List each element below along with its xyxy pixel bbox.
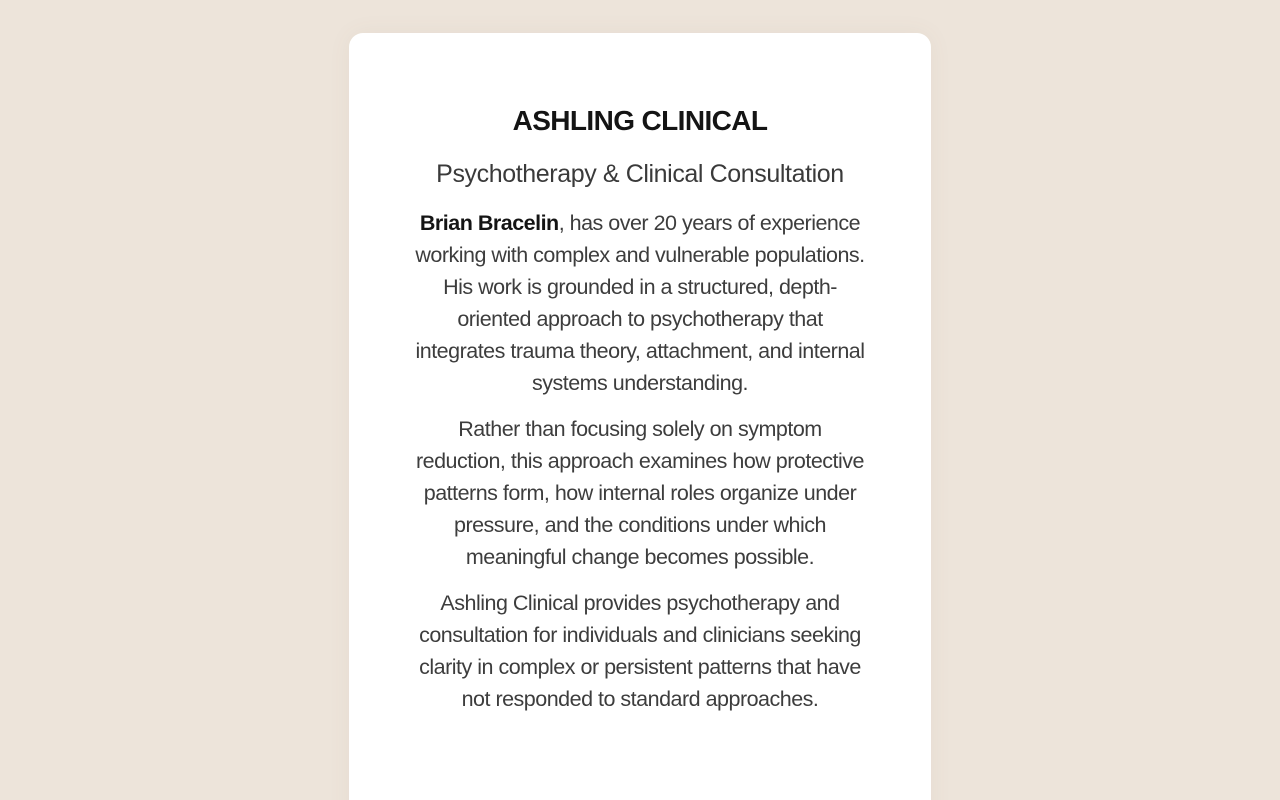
brand-title: ASHLING CLINICAL bbox=[512, 105, 768, 136]
tagline: Psychotherapy & Clinical Consultation bbox=[436, 160, 844, 188]
intro-paragraph bbox=[415, 207, 865, 399]
practitioner-name: Brian Bracelin bbox=[419, 211, 559, 235]
intro-text: , has over 20 years of experience working with complex and vulnerable populations. His work is grounded in a structured, depth-oriented approach to psychotherapy that integrates trauma theory, attachment, and internal systems understanding. bbox=[415, 211, 865, 395]
services-paragraph: Ashling Clinical provides psychotherapy and consultation for individuals and clinicians seeking clarity in complex or persistent patterns that have not responded to standard approaches. bbox=[419, 591, 861, 711]
content-card bbox=[349, 33, 931, 800]
approach-paragraph: Rather than focusing solely on symptom reduction, this approach examines how protective patterns form, how internal roles organize under pressure, and the conditions under which meaningful change becomes possible. bbox=[415, 417, 865, 569]
